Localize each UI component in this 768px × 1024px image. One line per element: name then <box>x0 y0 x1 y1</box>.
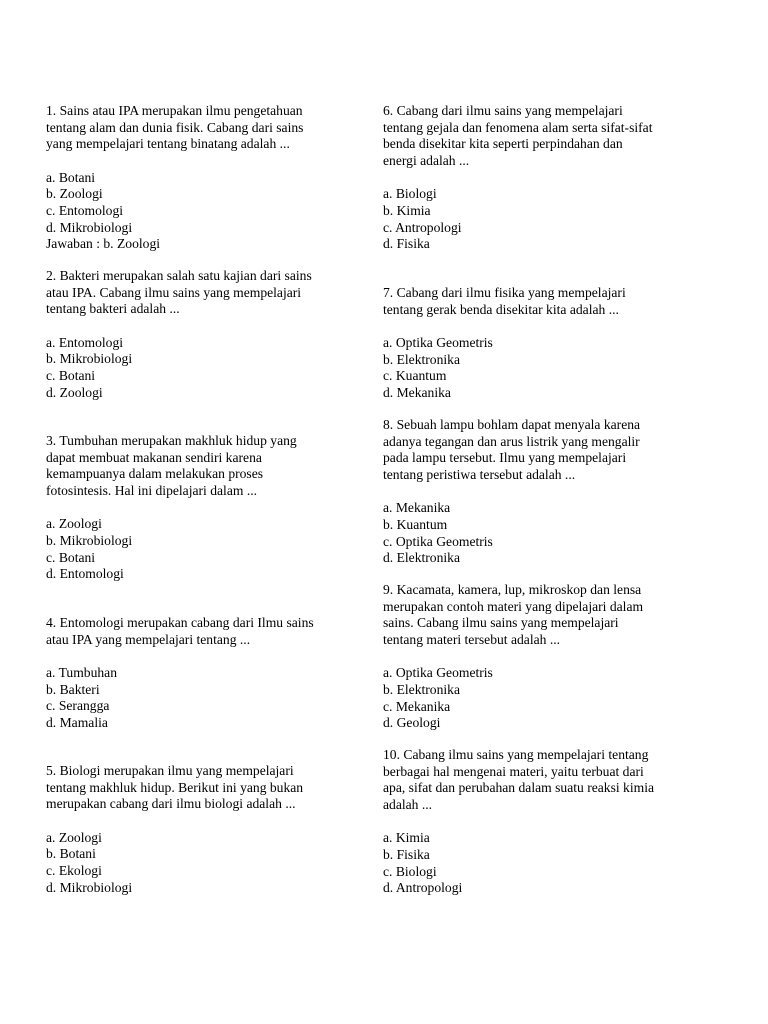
option-b: b. Bakteri <box>46 681 100 697</box>
question-text: 8. Sebuah lampu bohlam dapat menyala karena adanya tegangan dan arus listrik yang mengalir pada lampu tersebut. Ilmu yang mempelajari tentang peristiwa tersebut adalah ... <box>383 417 641 482</box>
question-1 <box>46 103 362 253</box>
option-b: b. Elektronika <box>383 351 461 367</box>
option-c: c. Botani <box>46 367 96 383</box>
question-text: 1. Sains atau IPA merupakan ilmu pengetahuan tentang alam dan dunia fisik. Cabang dari sains yang mempelajari tentang binatang adalah ... <box>46 103 304 152</box>
option-c: c. Biologi <box>383 863 437 879</box>
option-d: d. Elektronika <box>383 550 461 566</box>
option-a: a. Mekanika <box>383 500 451 516</box>
option-c: c. Optika Geometris <box>383 533 493 549</box>
option-b: b. Mikrobiologi <box>46 532 133 548</box>
option-d: d. Mekanika <box>383 384 451 400</box>
option-a: a. Biologi <box>383 186 437 202</box>
option-b: b. Mikrobiologi <box>46 351 133 367</box>
question-5 <box>46 763 362 896</box>
option-b: b. Fisika <box>383 846 430 862</box>
option-a: a. Botani <box>46 169 96 185</box>
question-text: 3. Tumbuhan merupakan makhluk hidup yang dapat membuat makanan sendiri karena kemampuanya dalam melakukan proses fotosintesis. Hal ini dipelajari dalam ... <box>46 433 297 498</box>
option-c: c. Ekologi <box>46 862 102 878</box>
option-b: b. Botani <box>46 846 96 862</box>
option-a: a. Entomologi <box>46 334 124 350</box>
option-a: a. Optika Geometris <box>383 665 493 681</box>
option-a: a. Zoologi <box>46 829 102 845</box>
question-3 <box>46 433 362 583</box>
option-a: a. Zoologi <box>46 516 102 532</box>
question-2 <box>46 268 362 401</box>
option-d: d. Mikrobiologi <box>46 879 133 895</box>
question-text: 10. Cabang ilmu sains yang mempelajari tentang berbagai hal mengenai materi, yaitu terbuat dari apa, sifat dan perubahan dalam suatu reaksi kimia adalah ... <box>383 747 655 812</box>
option-b: b. Kimia <box>383 202 431 218</box>
option-c: c. Mekanika <box>383 698 451 714</box>
question-text: 5. Biologi merupakan ilmu yang mempelajari tentang makhluk hidup. Berikut ini yang bukan merupakan cabang dari ilmu biologi adalah ... <box>46 763 304 812</box>
option-d: d. Mikrobiologi <box>46 219 133 235</box>
option-d: d. Entomologi <box>46 566 124 582</box>
option-c: c. Botani <box>46 549 96 565</box>
option-d: d. Geologi <box>383 715 441 731</box>
option-c: c. Entomologi <box>46 202 124 218</box>
option-d: d. Zoologi <box>46 384 103 400</box>
option-b: b. Elektronika <box>383 681 461 697</box>
option-b: b. Kuantum <box>383 516 448 532</box>
option-a: a. Optika Geometris <box>383 335 493 351</box>
question-text: 7. Cabang dari ilmu fisika yang mempelajari tentang gerak benda disekitar kita adalah ... <box>383 285 626 317</box>
question-10 <box>383 747 713 897</box>
question-4 <box>46 615 362 732</box>
option-a: a. Tumbuhan <box>46 665 118 681</box>
option-d: d. Antropologi <box>383 880 463 896</box>
answer-line: Jawaban : b. Zoologi <box>46 236 161 252</box>
question-text: 9. Kacamata, kamera, lup, mikroskop dan lensa merupakan contoh materi yang dipelajari dalam sains. Cabang ilmu sains yang mempelajari tentang materi tersebut adalah ... <box>383 582 644 647</box>
question-7 <box>383 285 713 402</box>
option-c: c. Serangga <box>46 698 110 714</box>
question-text: 2. Bakteri merupakan salah satu kajian dari sains atau IPA. Cabang ilmu sains yang mempelajari tentang bakteri adalah ... <box>46 268 312 317</box>
question-9 <box>383 582 713 732</box>
option-b: b. Zoologi <box>46 186 103 202</box>
question-8 <box>383 417 713 567</box>
option-a: a. Kimia <box>383 830 430 846</box>
question-text: 4. Entomologi merupakan cabang dari Ilmu sains atau IPA yang mempelajari tentang ... <box>46 615 314 647</box>
option-d: d. Mamalia <box>46 714 108 730</box>
question-6 <box>383 103 713 253</box>
option-c: c. Kuantum <box>383 368 447 384</box>
question-text: 6. Cabang dari ilmu sains yang mempelajari tentang gejala dan fenomena alam serta sifat-sifat benda disekitar kita seperti perpindahan dan energi adalah ... <box>383 103 653 168</box>
option-d: d. Fisika <box>383 236 430 252</box>
option-c: c. Antropologi <box>383 219 462 235</box>
